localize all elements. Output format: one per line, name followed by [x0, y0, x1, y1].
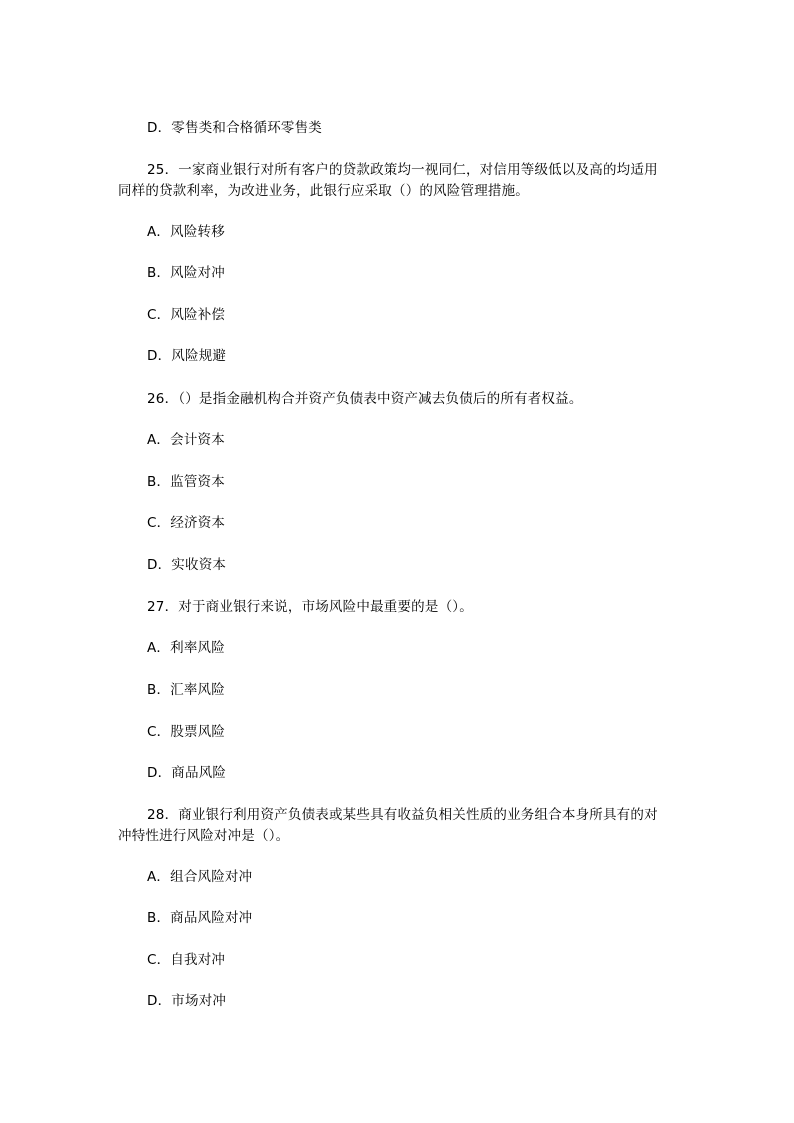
question-26: 26．（）是指金融机构合并资产负债表中资产减去负债后的所有者权益。 [147, 391, 583, 407]
question-28-line-1: 28．商业银行利用资产负债表或某些具有收益负相关性质的业务组合本身所具有的对 [147, 807, 658, 823]
option-a-q28: A．组合风险对冲 [147, 869, 253, 885]
option-b-q27: B．汇率风险 [147, 682, 225, 698]
option-d-q24: D．零售类和合格循环零售类 [147, 120, 322, 136]
option-d-q25: D．风险规避 [147, 348, 227, 364]
option-b-q26: B．监管资本 [147, 474, 225, 490]
option-d-q27: D．商品风险 [147, 765, 227, 781]
question-27: 27．对于商业银行来说，市场风险中最重要的是（）。 [147, 599, 473, 615]
question-28-line-2: 冲特性进行风险对冲是（）。 [118, 828, 290, 844]
option-c-q27: C．股票风险 [147, 724, 226, 740]
option-a-q25: A．风险转移 [147, 224, 225, 240]
question-25-line-2: 同样的贷款利率，为改进业务，此银行应采取（）的风险管理措施。 [118, 183, 529, 199]
option-a-q27: A．利率风险 [147, 640, 225, 656]
option-b-q25: B．风险对冲 [147, 265, 225, 281]
question-25-line-1: 25．一家商业银行对所有客户的贷款政策均一视同仁，对信用等级低以及高的均适用 [147, 162, 658, 178]
option-d-q26: D．实收资本 [147, 557, 227, 573]
option-d-q28: D．市场对冲 [147, 993, 227, 1009]
option-c-q26: C．经济资本 [147, 515, 226, 531]
option-a-q26: A．会计资本 [147, 432, 225, 448]
option-b-q28: B．商品风险对冲 [147, 910, 253, 926]
option-c-q28: C．自我对冲 [147, 952, 226, 968]
option-c-q25: C．风险补偿 [147, 307, 226, 323]
